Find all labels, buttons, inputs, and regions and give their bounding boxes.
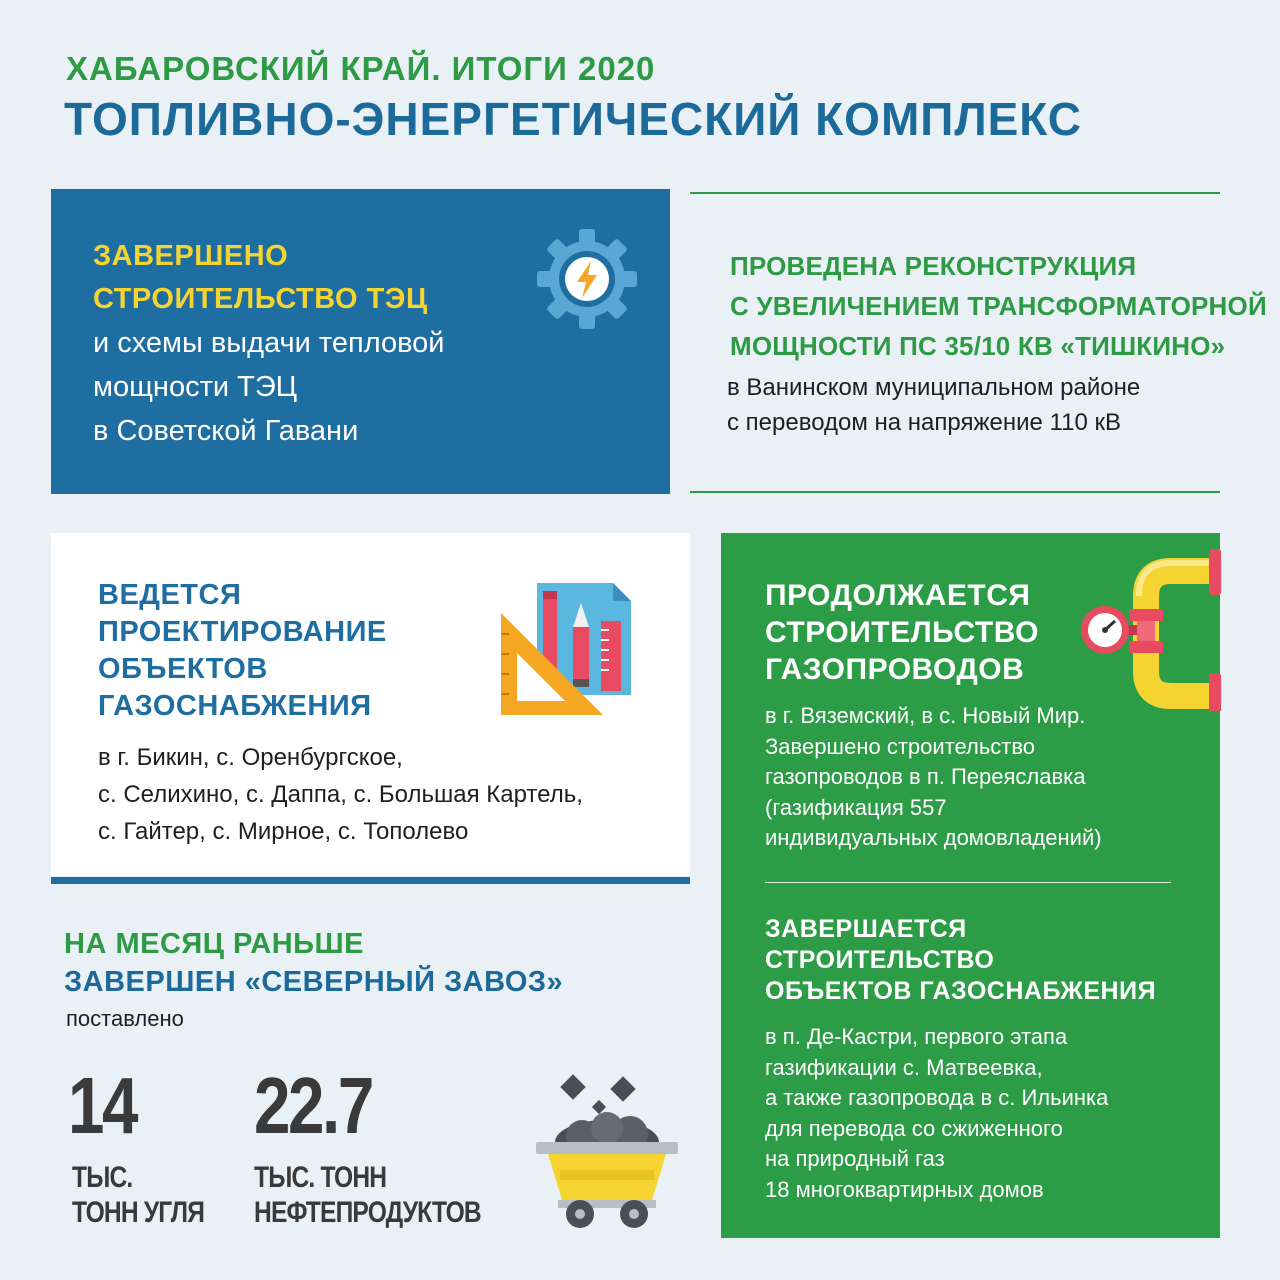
coal-cart-icon	[532, 1074, 682, 1234]
gas-pipe-gauge-icon	[1081, 541, 1231, 711]
delivery-heading-1: НА МЕСЯЦ РАНЬШЕ	[64, 928, 364, 960]
stat-coal-value: 14	[68, 1061, 137, 1150]
tec-text: и схемы выдачи тепловой мощности ТЭЦ в Советской Гавани	[93, 327, 445, 447]
design-heading: ВЕДЕТСЯ ПРОЕКТИРОВАНИЕ ОБЪЕКТОВ ГАЗОСНАБЖЕНИЯ	[98, 579, 387, 722]
reconstruction-heading: ПРОВЕДЕНА РЕКОНСТРУКЦИЯ С УВЕЛИЧЕНИЕМ ТРАНСФОРМАТОРНОЙ МОЩНОСТИ ПС 35/10 КВ «ТИШКИНО»	[730, 251, 1267, 361]
design-card	[51, 533, 690, 876]
stat-oil-unit: ТЫС. ТОНН НЕФТЕПРОДУКТОВ	[254, 1161, 481, 1229]
gear-lightning-icon	[535, 227, 639, 331]
stat-coal-unit: ТЫС. ТОНН УГЛЯ	[72, 1161, 205, 1229]
tec-card	[51, 189, 670, 494]
design-text: в г. Бикин, с. Оренбургское, с. Селихино, с. Даппа, с. Большая Картель, с. Гайтер, с. Мирное, с. Тополево	[98, 744, 583, 845]
design-card-underline	[51, 877, 690, 884]
divider-top	[690, 192, 1220, 194]
gas-heading: ПРОДОЛЖАЕТСЯ СТРОИТЕЛЬСТВО ГАЗОПРОВОДОВ	[765, 579, 1039, 686]
tec-heading: ЗАВЕРШЕНО СТРОИТЕЛЬСТВО ТЭЦ	[93, 240, 428, 315]
gas-separator	[765, 882, 1171, 883]
stat-oil-value: 22.7	[254, 1061, 372, 1150]
delivery-label: поставлено	[66, 1006, 184, 1031]
header-subtitle: ТОПЛИВНО-ЭНЕРГЕТИЧЕСКИЙ КОМПЛЕКС	[64, 93, 1082, 145]
reconstruction-text: в Ванинском муниципальном районе с переводом на напряжение 110 кВ	[727, 374, 1141, 436]
gas-heading-2: ЗАВЕРШАЕТСЯ СТРОИТЕЛЬСТВО ОБЪЕКТОВ ГАЗОСНАБЖЕНИЯ	[765, 915, 1157, 1005]
divider-bottom	[690, 491, 1220, 493]
gas-text-2: в п. Де-Кастри, первого этапа газификации с. Матвеевка, а также газопровода в с. Ильинка для перевода со сжиженного на природный газ 18 многоквартирных домов	[765, 1024, 1109, 1202]
gas-text: в г. Вяземский, в с. Новый Мир. Завершено строительство газопроводов в п. Переяславка (газификация 557 индивидуальных домовладений)	[765, 703, 1102, 850]
delivery-heading-2: ЗАВЕРШЕН «СЕВЕРНЫЙ ЗАВОЗ»	[64, 966, 564, 998]
header-title: ХАБАРОВСКИЙ КРАЙ. ИТОГИ 2020	[66, 50, 656, 87]
gas-card	[721, 533, 1220, 1238]
drafting-tools-icon	[501, 583, 631, 715]
